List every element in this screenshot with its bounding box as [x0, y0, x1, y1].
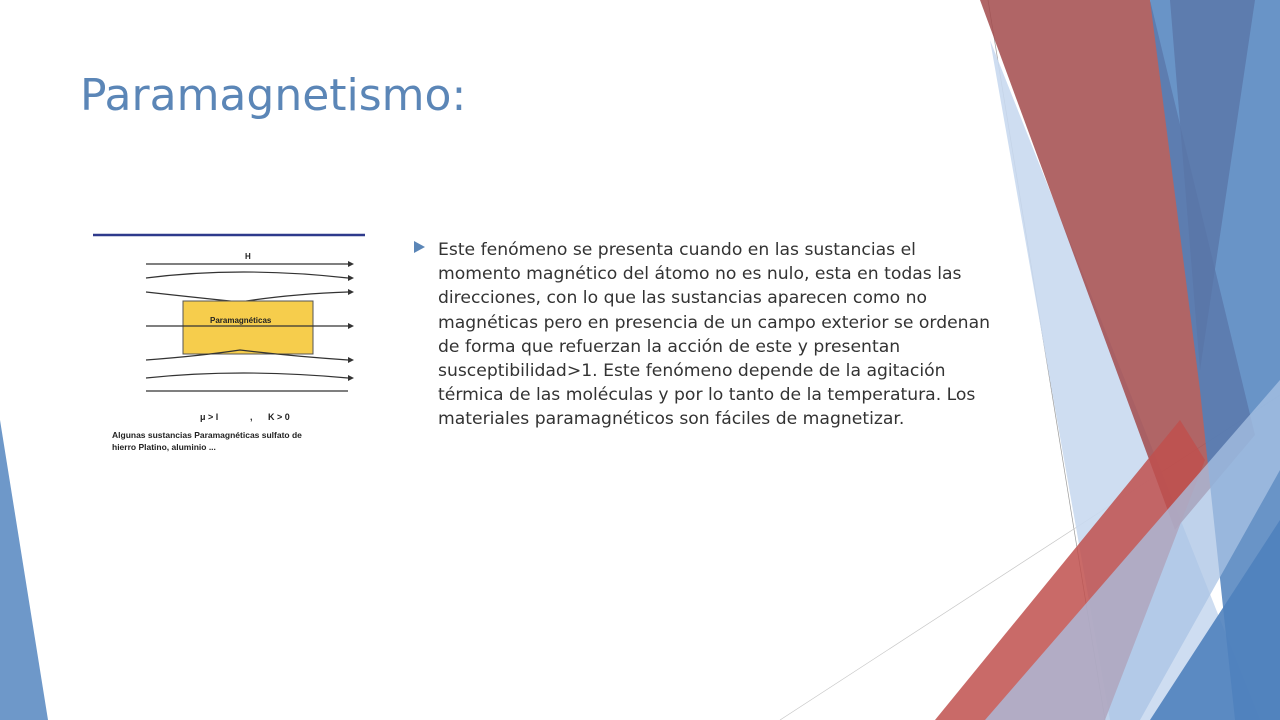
field-line-6: [146, 373, 348, 378]
field-arrow-4: [348, 323, 354, 329]
left-blue-shape: [0, 420, 48, 720]
formula-separator: ,: [250, 412, 253, 422]
field-arrow-5: [348, 357, 354, 363]
field-arrow-2: [348, 275, 354, 281]
field-label-h: H: [245, 252, 251, 261]
field-arrow-6: [348, 375, 354, 381]
sample-box-label: Paramagnéticas: [210, 316, 272, 325]
field-arrow-1: [348, 261, 354, 267]
figure-caption-line-1: Algunas sustancias Paramagnéticas sulfato de: [112, 430, 302, 440]
bullet-text: Este fenómeno se presenta cuando en las sustancias el momento magnético del átomo no es nulo, esta en todas las direcciones, con lo que las sustancias aparecen como no magnéticas pero en presencia de un campo exterior se ordenan de forma que refuerzan la acción de este y presentan susceptibilidad>1. Este fenómeno depende de la agitación térmica de las moléculas y por lo tanto de la temperatura. Los materiales paramagnéticos son fáciles de magnetizar.: [438, 240, 990, 430]
paramagnetism-figure: [90, 228, 370, 468]
triangle-right-icon: [414, 241, 425, 253]
figure-caption-line-2: hierro Platino, aluminio ...: [112, 442, 216, 452]
formula-mu: μ > l: [200, 412, 219, 422]
field-arrow-3: [348, 289, 354, 295]
slide-title: Paramagnetismo:: [80, 70, 467, 121]
field-line-2: [146, 272, 348, 278]
paramagnetic-sample-box: [183, 301, 313, 354]
formula-k: K > 0: [268, 412, 290, 422]
bullet-item: [414, 238, 999, 432]
